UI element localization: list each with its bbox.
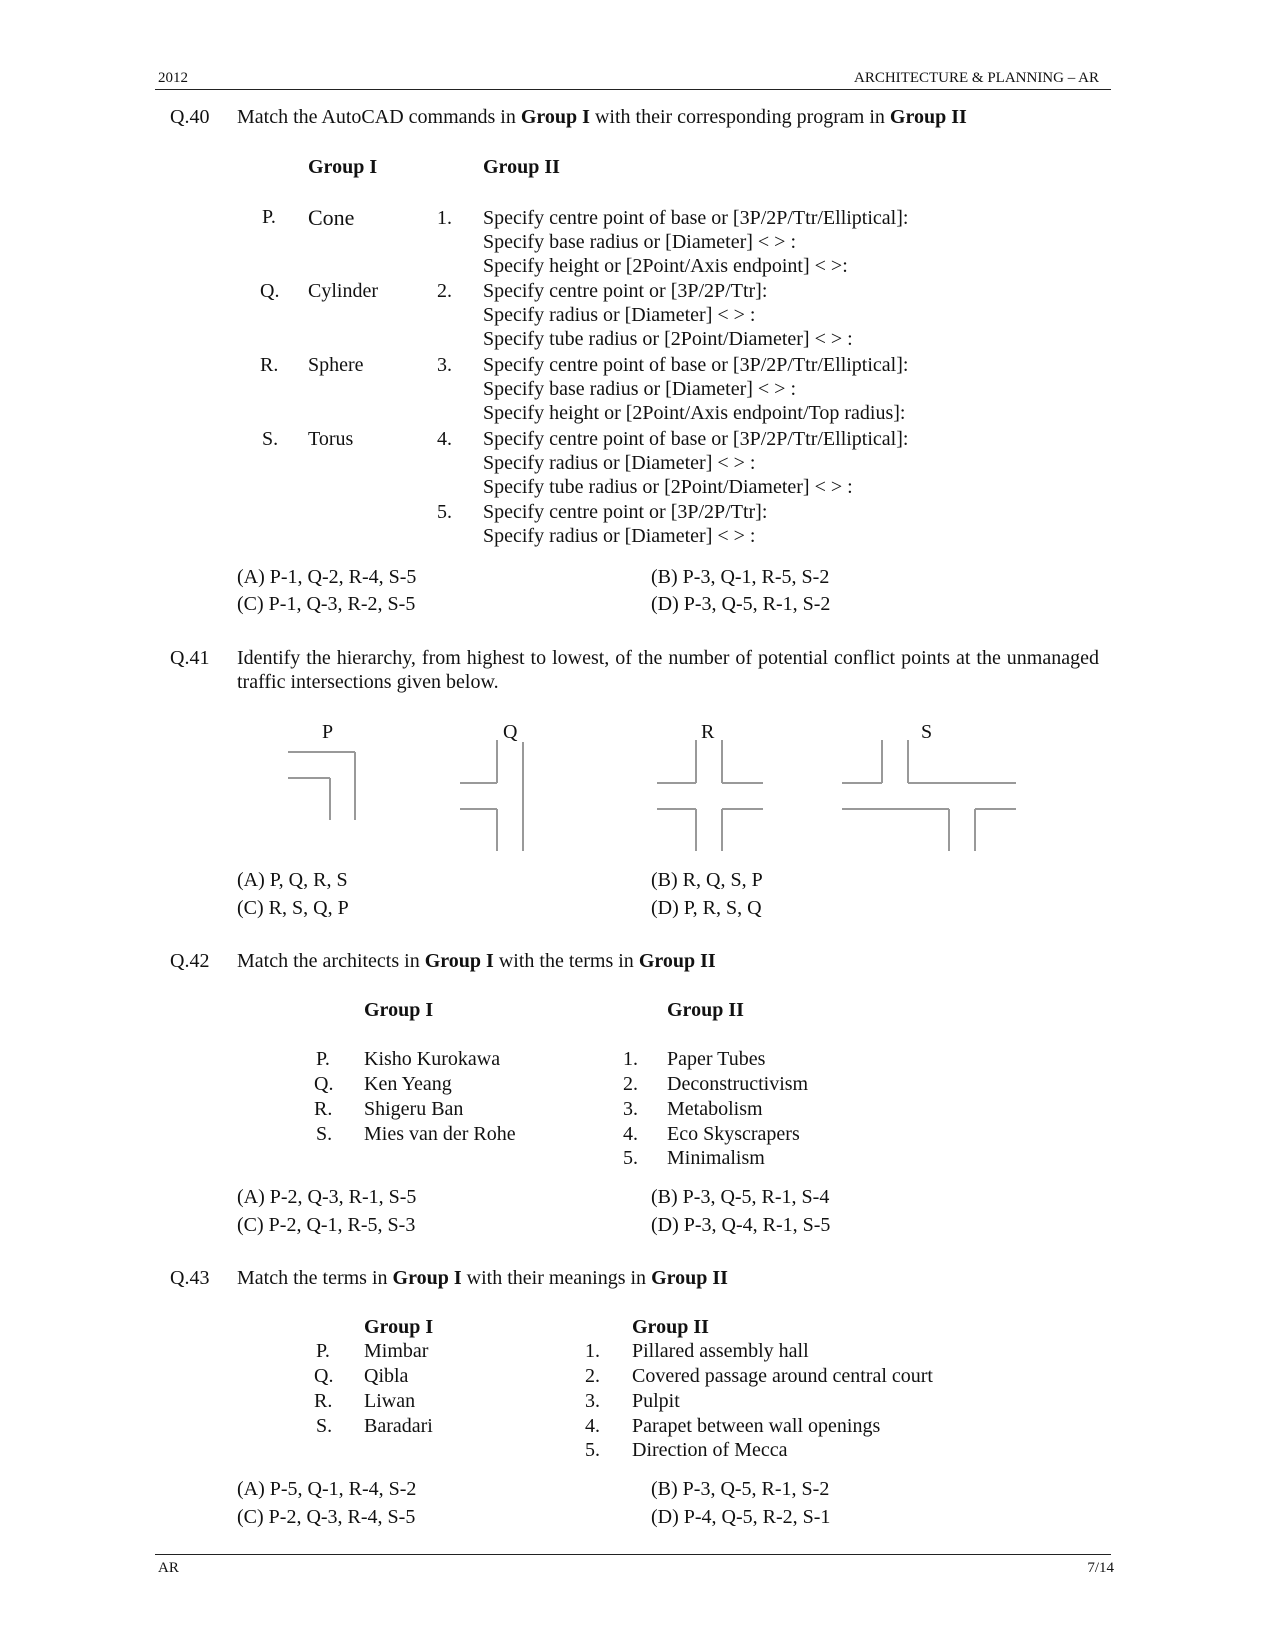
q40-g2-line: Specify tube radius or [2Point/Diameter] < > :	[483, 328, 853, 350]
q40-g1-key: Q.	[260, 280, 280, 302]
q42-g2-num: 5.	[623, 1147, 638, 1169]
q43-group2-title: Group II	[632, 1316, 709, 1338]
footer-code: AR	[158, 1560, 179, 1576]
q40-group1-title: Group I	[308, 156, 378, 178]
q42-option-c: (C) P-2, Q-1, R-5, S-3	[237, 1214, 416, 1236]
q40-number: Q.40	[170, 106, 210, 128]
q42-g1-label: Ken Yeang	[364, 1073, 452, 1095]
q43-option-c: (C) P-2, Q-3, R-4, S-5	[237, 1506, 416, 1528]
q40-option-d: (D) P-3, Q-5, R-1, S-2	[651, 593, 831, 615]
q40-option-c: (C) P-1, Q-3, R-2, S-5	[237, 593, 416, 615]
q43-g1-key: S.	[316, 1415, 333, 1437]
q40-g2-line: Specify centre point or [3P/2P/Ttr]:	[483, 280, 768, 302]
intersection-r	[657, 740, 763, 851]
q42-option-a: (A) P-2, Q-3, R-1, S-5	[237, 1186, 417, 1208]
q42-g2-num: 3.	[623, 1098, 638, 1120]
q42-g2-label: Minimalism	[667, 1147, 765, 1169]
q42-g2-label: Eco Skyscrapers	[667, 1123, 800, 1145]
q42-g1-key: Q.	[314, 1073, 334, 1095]
q43-g2-label: Parapet between wall openings	[632, 1415, 881, 1437]
q43-g1-key: R.	[314, 1390, 333, 1412]
q42-g2-label: Deconstructivism	[667, 1073, 809, 1095]
q43-question-text: Match the terms in Group I with their meanings in Group II	[237, 1267, 728, 1289]
q40-g2-line: Specify height or [2Point/Axis endpoint/Top radius]:	[483, 402, 906, 424]
q41-option-c: (C) R, S, Q, P	[237, 897, 349, 919]
q42-option-b: (B) P-3, Q-5, R-1, S-4	[651, 1186, 830, 1208]
q43-g1-label: Liwan	[364, 1390, 416, 1412]
q43-g2-num: 2.	[585, 1365, 600, 1387]
q42-number: Q.42	[170, 950, 210, 972]
q40-g2-line: Specify centre point of base or [3P/2P/Ttr/Elliptical]:	[483, 207, 909, 229]
q43-g1-label: Qibla	[364, 1365, 409, 1387]
q43-g2-num: 4.	[585, 1415, 600, 1437]
q40-g1-key: S.	[262, 428, 279, 450]
header-year: 2012	[158, 70, 188, 86]
q40-g2-num: 4.	[437, 428, 452, 450]
q42-g1-label: Mies van der Rohe	[364, 1123, 516, 1145]
q43-group1-title: Group I	[364, 1316, 434, 1338]
q42-g2-num: 2.	[623, 1073, 638, 1095]
q40-g1-label: Cone	[308, 205, 355, 230]
intersection-p	[288, 752, 355, 820]
q40-g1-label: Torus	[308, 428, 354, 450]
q40-g2-line: Specify tube radius or [2Point/Diameter] < > :	[483, 476, 853, 498]
q40-g1-key: P.	[262, 206, 276, 228]
q40-option-a: (A) P-1, Q-2, R-4, S-5	[237, 566, 417, 588]
q43-g2-num: 3.	[585, 1390, 600, 1412]
q43-g2-label: Direction of Mecca	[632, 1439, 788, 1461]
q40-g1-label: Sphere	[308, 354, 364, 376]
q43-g1-key: P.	[316, 1340, 330, 1362]
q42-g1-label: Kisho Kurokawa	[364, 1048, 501, 1070]
q43-g2-label: Covered passage around central court	[632, 1365, 933, 1387]
q41-number: Q.41	[170, 647, 210, 669]
q42-g1-key: S.	[316, 1123, 333, 1145]
q42-g2-num: 1.	[623, 1048, 638, 1070]
intersection-s	[842, 740, 1016, 851]
q40-g2-line: Specify centre point of base or [3P/2P/Ttr/Elliptical]:	[483, 354, 909, 376]
q40-g1-label: Cylinder	[308, 280, 378, 302]
q42-g1-key: R.	[314, 1098, 333, 1120]
footer-rule	[155, 1554, 1111, 1555]
q43-g1-key: Q.	[314, 1365, 334, 1387]
q40-g2-line: Specify centre point or [3P/2P/Ttr]:	[483, 501, 768, 523]
q43-g1-label: Mimbar	[364, 1340, 429, 1362]
q43-g1-label: Baradari	[364, 1415, 433, 1437]
q43-g2-num: 1.	[585, 1340, 600, 1362]
q41-option-d: (D) P, R, S, Q	[651, 897, 762, 919]
q40-g2-line: Specify base radius or [Diameter] < > :	[483, 378, 797, 400]
q43-g2-label: Pulpit	[632, 1390, 680, 1412]
q42-g2-label: Paper Tubes	[667, 1048, 766, 1070]
q40-option-b: (B) P-3, Q-1, R-5, S-2	[651, 566, 830, 588]
q40-g2-line: Specify radius or [Diameter] < > :	[483, 525, 756, 547]
q42-g2-label: Metabolism	[667, 1098, 763, 1120]
q43-number: Q.43	[170, 1267, 210, 1289]
q40-g2-line: Specify centre point of base or [3P/2P/Ttr/Elliptical]:	[483, 428, 909, 450]
q43-option-b: (B) P-3, Q-5, R-1, S-2	[651, 1478, 830, 1500]
figure-label-q: Q	[503, 721, 518, 743]
q40-g2-num: 1.	[437, 207, 452, 229]
q43-g2-label: Pillared assembly hall	[632, 1340, 809, 1362]
q42-g2-num: 4.	[623, 1123, 638, 1145]
q40-g2-line: Specify radius or [Diameter] < > :	[483, 304, 756, 326]
q41-option-b: (B) R, Q, S, P	[651, 869, 763, 891]
q40-group2-title: Group II	[483, 156, 560, 178]
q40-g2-line: Specify base radius or [Diameter] < > :	[483, 231, 797, 253]
header-title: ARCHITECTURE & PLANNING – AR	[853, 70, 1099, 86]
q40-question-text: Match the AutoCAD commands in Group I with their corresponding program in Group II	[237, 106, 967, 128]
q40-g2-line: Specify radius or [Diameter] < > :	[483, 452, 756, 474]
q42-g1-label: Shigeru Ban	[364, 1098, 464, 1120]
q40-g2-num: 2.	[437, 280, 452, 302]
q43-option-a: (A) P-5, Q-1, R-4, S-2	[237, 1478, 417, 1500]
q43-option-d: (D) P-4, Q-5, R-2, S-1	[651, 1506, 831, 1528]
figure-label-s: S	[921, 721, 933, 743]
q42-option-d: (D) P-3, Q-4, R-1, S-5	[651, 1214, 831, 1236]
figure-label-r: R	[701, 721, 715, 743]
q41-question-text: Identify the hierarchy, from highest to lowest, of the number of potential conflict points at the unmanaged traffic intersections given below.	[237, 647, 1099, 693]
q41-option-a: (A) P, Q, R, S	[237, 869, 348, 891]
q42-group2-title: Group II	[667, 999, 744, 1021]
q42-g1-key: P.	[316, 1048, 330, 1070]
q42-group1-title: Group I	[364, 999, 434, 1021]
q40-g1-key: R.	[260, 354, 279, 376]
footer-page-number: 7/14	[1087, 1560, 1114, 1576]
q43-g2-num: 5.	[585, 1439, 600, 1461]
q40-g2-num: 3.	[437, 354, 452, 376]
q40-g2-line: Specify height or [2Point/Axis endpoint] < >:	[483, 255, 848, 277]
q40-g2-num: 5.	[437, 501, 452, 523]
figure-label-p: P	[322, 721, 334, 743]
intersection-q	[460, 740, 523, 851]
q42-question-text: Match the architects in Group I with the terms in Group II	[237, 950, 716, 972]
